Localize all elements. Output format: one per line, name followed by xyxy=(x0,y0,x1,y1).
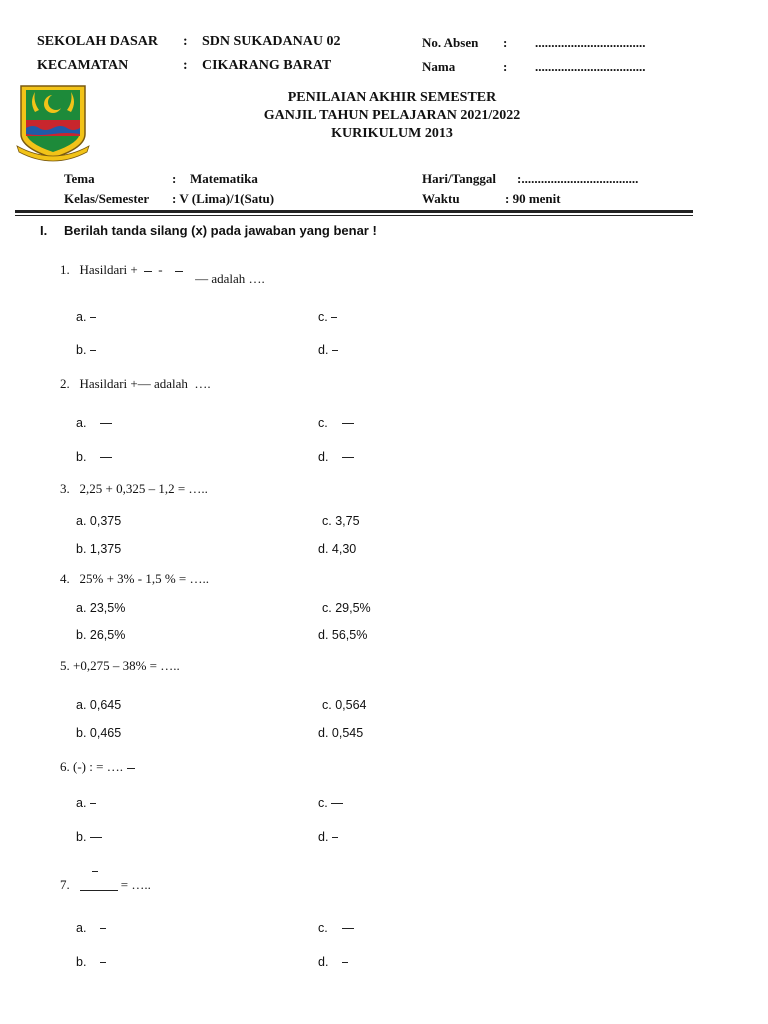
section-number: I. xyxy=(40,223,48,238)
section-instruction: Berilah tanda silang (x) pada jawaban yang benar ! xyxy=(64,223,377,238)
kelas-value: : V (Lima)/1(Satu) xyxy=(172,191,275,206)
header-divider-thick xyxy=(15,210,693,213)
question-5 xyxy=(60,658,180,674)
option-label: a. xyxy=(76,796,87,810)
school-value: SDN SUKADANAU 02 xyxy=(202,34,341,49)
waktu-label: Waktu xyxy=(422,191,460,206)
fraction-bar xyxy=(90,803,96,804)
option-c[interactable]: c. 29,5% xyxy=(322,601,371,615)
absen-colon: : xyxy=(503,35,508,50)
question-text: Hasildari xyxy=(79,262,128,277)
question-text: + xyxy=(130,262,138,277)
option-label: d. xyxy=(318,450,329,464)
option-a[interactable] xyxy=(76,416,112,430)
school-label: SEKOLAH DASAR xyxy=(37,34,158,49)
header-divider-thin xyxy=(15,215,693,216)
fraction-bar xyxy=(331,803,343,804)
option-a[interactable] xyxy=(76,796,96,810)
question-number: 5. xyxy=(60,658,70,673)
option-label: d. xyxy=(318,955,329,969)
option-label: b. xyxy=(76,955,87,969)
nama-colon: : xyxy=(503,59,508,74)
option-d[interactable] xyxy=(318,343,338,357)
exam-title-line2: GANJIL TAHUN PELAJARAN 2021/2022 xyxy=(263,108,521,123)
question-text: — adalah …. xyxy=(195,271,265,286)
option-b[interactable] xyxy=(76,343,96,357)
nama-field: .................................. xyxy=(535,59,646,74)
fraction-bar xyxy=(90,837,102,838)
option-label: d. xyxy=(318,830,329,844)
option-b[interactable] xyxy=(76,450,112,464)
fraction-bar xyxy=(100,928,106,929)
tema-colon: : xyxy=(172,171,177,186)
option-b[interactable] xyxy=(76,955,106,969)
fraction xyxy=(143,265,153,277)
option-c[interactable] xyxy=(318,416,354,430)
question-7 xyxy=(60,877,151,893)
question-text: 0,275 – 38% = ….. xyxy=(80,658,180,673)
question-text: (-) xyxy=(73,759,86,774)
regency-emblem-logo xyxy=(15,82,91,162)
option-label: a. xyxy=(76,921,87,935)
fraction xyxy=(174,265,184,277)
fraction-bar xyxy=(332,350,338,351)
fraction-bar xyxy=(90,350,96,351)
option-label: c. xyxy=(318,416,328,430)
question-number: 2. xyxy=(60,376,70,391)
question-number: 1. xyxy=(60,262,70,277)
fraction-bar xyxy=(342,423,354,424)
hari-field: :.................................... xyxy=(517,171,639,186)
fraction-bar xyxy=(100,457,112,458)
question-number: 3. xyxy=(60,481,70,496)
option-a[interactable] xyxy=(76,310,96,324)
question-text: 25% + 3% - 1,5 % = ….. xyxy=(79,571,209,586)
question-4 xyxy=(60,571,209,587)
fraction-bar xyxy=(100,423,112,424)
option-b[interactable]: b. 0,465 xyxy=(76,726,122,740)
question-3 xyxy=(60,481,208,497)
question-6 xyxy=(60,759,136,775)
option-d[interactable]: d. 0,545 xyxy=(318,726,364,740)
question-2 xyxy=(60,376,211,392)
option-c[interactable] xyxy=(318,921,354,935)
fraction-bar xyxy=(90,317,96,318)
fraction-bar xyxy=(342,928,354,929)
tema-label: Tema xyxy=(64,171,95,186)
option-label: c. xyxy=(318,310,328,324)
exam-title-line1: PENILAIAN AKHIR SEMESTER xyxy=(287,90,497,105)
option-d[interactable]: d. 56,5% xyxy=(318,628,368,642)
option-d[interactable] xyxy=(318,450,354,464)
absen-label: No. Absen xyxy=(422,35,479,50)
school-colon: : xyxy=(183,34,188,49)
fraction-numerator-bar xyxy=(92,871,98,872)
question-text: : = …. xyxy=(89,759,123,774)
waktu-value: : 90 menit xyxy=(505,191,561,206)
option-label: c. xyxy=(318,796,328,810)
option-b[interactable] xyxy=(76,830,102,844)
option-label: a. xyxy=(76,310,87,324)
question-1 xyxy=(60,262,265,286)
option-label: b. xyxy=(76,343,87,357)
fraction-bar xyxy=(100,962,106,963)
option-b[interactable]: b. 1,375 xyxy=(76,542,122,556)
option-a[interactable] xyxy=(76,921,106,935)
option-d[interactable]: d. 4,30 xyxy=(318,542,357,556)
question-text: - xyxy=(158,262,163,277)
option-b[interactable]: b. 26,5% xyxy=(76,628,126,642)
question-text: 2,25 + 0,325 – 1,2 = ….. xyxy=(79,481,208,496)
option-c[interactable] xyxy=(318,796,343,810)
kelas-label: Kelas/Semester xyxy=(64,191,150,206)
option-c[interactable]: c. 0,564 xyxy=(322,698,367,712)
question-text: = ….. xyxy=(120,877,151,892)
option-label: b. xyxy=(76,830,87,844)
fraction xyxy=(126,762,136,774)
district-label: KECAMATAN xyxy=(37,58,129,73)
question-text: + xyxy=(73,658,81,673)
option-label: b. xyxy=(76,450,87,464)
option-d[interactable] xyxy=(318,955,348,969)
option-d[interactable] xyxy=(318,830,338,844)
option-label: d. xyxy=(318,343,329,357)
option-a[interactable]: a. 0,375 xyxy=(76,514,122,528)
option-c[interactable] xyxy=(318,310,337,324)
question-text: …. xyxy=(194,376,211,391)
option-a[interactable]: a. 23,5% xyxy=(76,601,126,615)
fraction-bar xyxy=(332,837,338,838)
question-text: Hasildari xyxy=(79,376,128,391)
nama-label: Nama xyxy=(422,59,456,74)
district-colon: : xyxy=(183,58,188,73)
tema-value: Matematika xyxy=(190,171,258,186)
hari-label: Hari/Tanggal xyxy=(422,171,496,186)
fraction-bar xyxy=(342,962,348,963)
option-label: a. xyxy=(76,416,87,430)
district-value: CIKARANG BARAT xyxy=(202,58,332,73)
option-a[interactable]: a. 0,645 xyxy=(76,698,122,712)
fraction-bar xyxy=(80,890,118,891)
exam-title-line3: KURIKULUM 2013 xyxy=(331,126,453,141)
fraction-bar xyxy=(331,317,337,318)
question-text: +— adalah xyxy=(130,376,188,391)
absen-field: .................................. xyxy=(535,35,646,50)
question-number: 6. xyxy=(60,759,70,774)
question-number: 7. xyxy=(60,877,70,892)
fraction-bar xyxy=(342,457,354,458)
option-c[interactable]: c. 3,75 xyxy=(322,514,360,528)
question-number: 4. xyxy=(60,571,70,586)
option-label: c. xyxy=(318,921,328,935)
